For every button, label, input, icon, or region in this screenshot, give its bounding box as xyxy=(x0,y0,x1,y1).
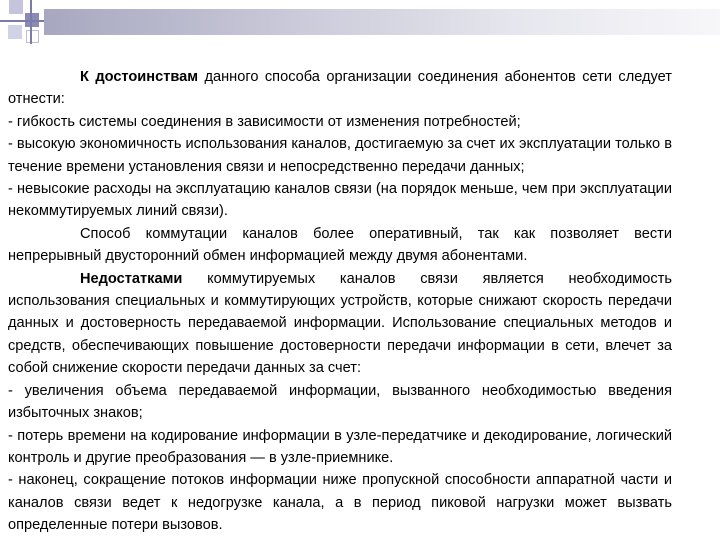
advantages-heading: К достоинствам xyxy=(80,69,199,85)
list-item: - потерь времени на кодирование информации в узле-передатчике и декодирование, логический контроль и другие преобразования — в узле-приемнике. xyxy=(8,427,672,466)
disadvantages-paragraph xyxy=(8,268,672,380)
list-item: - гибкость системы соединения в зависимости от изменения потребностей; xyxy=(8,113,521,130)
advantages-intro-text: данного способа организации соединения абонентов сети следует отнести: xyxy=(8,69,672,108)
header-band xyxy=(44,9,720,35)
list-item: - наконец, сокращение потоков информации ниже пропускной способности аппаратной части и каналов связи ведет к недогрузке канала, а в период пиковой нагрузки может вызвать определенные потери вызовов. xyxy=(8,472,672,534)
list-item: - увеличения объема передаваемой информации, вызванного необходимостью введения избыточных знаков; xyxy=(8,382,672,422)
paragraph-circuit-switching: Способ коммутации каналов более оперативный, так как позволяет вести непрерывный двусторонний обмен информацией между двумя абонентами. xyxy=(8,225,672,265)
disadvantages-heading: Недостатками xyxy=(80,270,183,287)
decor-square xyxy=(26,30,39,43)
list-item: - невысокие расходы на эксплуатацию каналов связи (на порядок меньше, чем при эксплуатации некоммутируемых линий связи). xyxy=(8,181,672,220)
decor-line-vertical xyxy=(30,0,32,44)
decor-square xyxy=(9,0,23,14)
disadvantages-text: коммутируемых каналов связи является необходимость использования специальных и коммутирующих устройств, которые снижают скорость передачи данных и достоверность передаваемой информации. Использование специальных методов и средств, обеспечивающих повышение достоверности передачи информации в сети, влечет за собой снижение скорости передачи данных за счет: xyxy=(8,270,672,377)
decor-line-horizontal xyxy=(0,20,44,22)
advantages-intro xyxy=(8,66,672,111)
list-item: - высокую экономичность использования каналов, достигаемую за счет их эксплуатации только в течение времени установления связи и непосредственно передачи данных; xyxy=(8,136,672,175)
decor-square xyxy=(8,25,22,39)
slide-body xyxy=(8,66,672,537)
